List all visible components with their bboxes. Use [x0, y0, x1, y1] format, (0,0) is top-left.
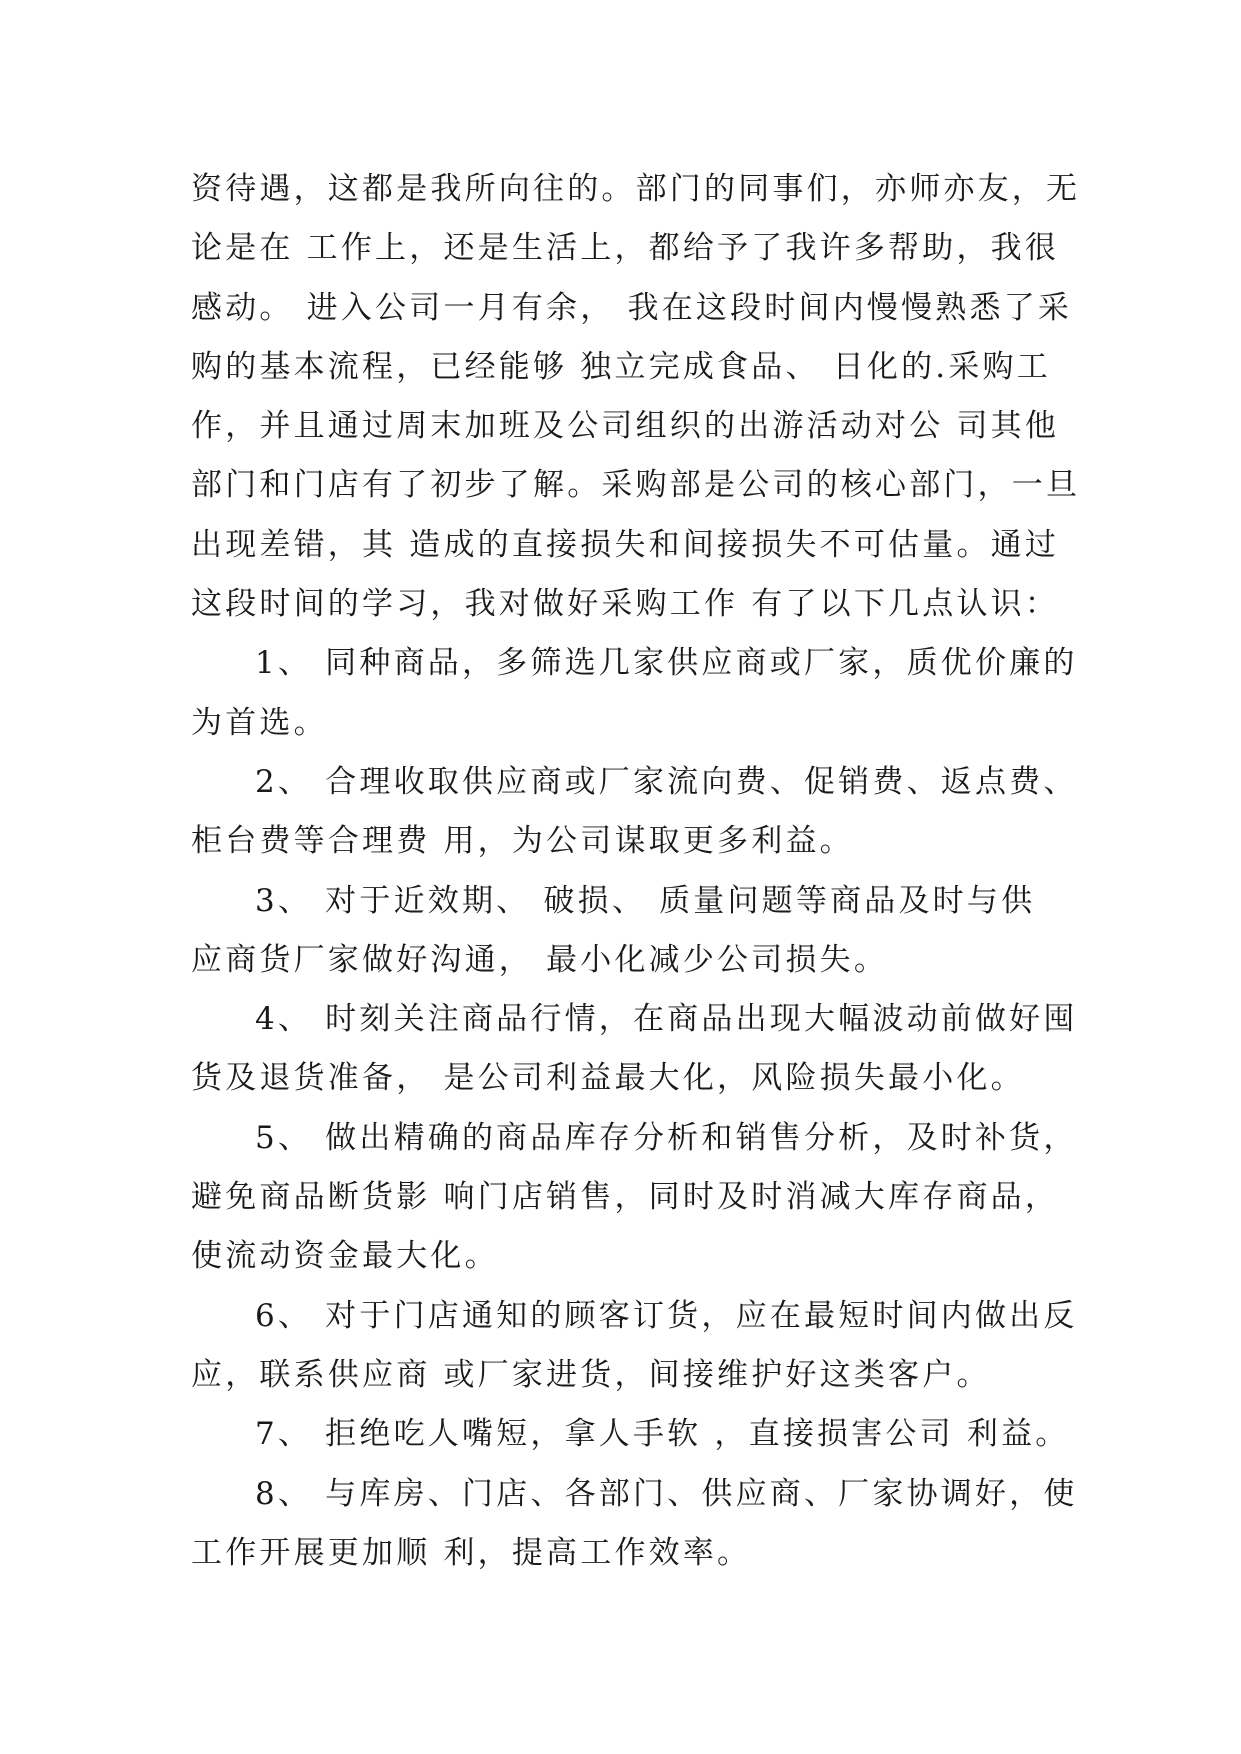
text-line: 这段时间的学习，我对做好采购工作 有了以下几点认识：	[191, 586, 1060, 623]
body-text	[191, 160, 1081, 1583]
text-line: 应，联系供应商 或厂家进货，间接维护好这类客户。	[191, 1356, 991, 1393]
text-line: 出现差错，其 造成的直接损失和间接损失不可估量。通过	[191, 526, 1060, 563]
text-line: 柜台费等合理费 用，为公司谋取更多利益。	[191, 823, 854, 860]
text-line: 论是在 工作上，还是生活上，都给予了我许多帮助，我很	[191, 230, 1060, 267]
text-line: 3、 对于近效期、 破损、 质量问题等商品及时与供	[255, 882, 1036, 919]
text-line: 工作开展更加顺 利，提高工作效率。	[191, 1534, 752, 1571]
text-line: 部门和门店有了初步了解。采购部是公司的核心部门，一旦	[191, 467, 1081, 504]
text-line: 感动。 进入公司一月有余， 我在这段时间内慢慢熟悉了采	[191, 289, 1073, 326]
text-line: 8、 与库房、门店、各部门、供应商、厂家协调好，使	[255, 1475, 1078, 1512]
text-line: 6、 对于门店通知的顾客订货，应在最短时间内做出反	[255, 1297, 1078, 1334]
text-line: 1、 同种商品，多筛选几家供应商或厂家，质优价廉的	[255, 645, 1078, 682]
text-line: 使流动资金最大化。	[191, 1238, 499, 1275]
text-line: 2、 合理收取供应商或厂家流向费、促销费、返点费、	[255, 763, 1078, 800]
text-line: 货及退货准备， 是公司利益最大化，风险损失最小化。	[191, 1060, 1025, 1097]
text-line: 资待遇，这都是我所向往的。部门的同事们，亦师亦友，无	[191, 171, 1081, 207]
text-line: 应商货厂家做好沟通， 最小化减少公司损失。	[191, 941, 889, 978]
text-line: 购的基本流程，已经能够 独立完成食品、 日化的.采购工	[191, 348, 1051, 385]
text-line: 7、 拒绝吃人嘴短，拿人手软 ，直接损害公司 利益。	[255, 1416, 1070, 1453]
text-line: 作，并且通过周末加班及公司组织的出游活动对公 司其他	[191, 408, 1060, 445]
text-line: 避免商品断货影 响门店销售，同时及时消减大库存商品，	[191, 1179, 1060, 1216]
text-line: 4、 时刻关注商品行情，在商品出现大幅波动前做好囤	[255, 1001, 1078, 1038]
text-line: 为首选。	[191, 704, 328, 741]
text-line: 5、 做出精确的商品库存分析和销售分析，及时补货，	[255, 1119, 1078, 1156]
